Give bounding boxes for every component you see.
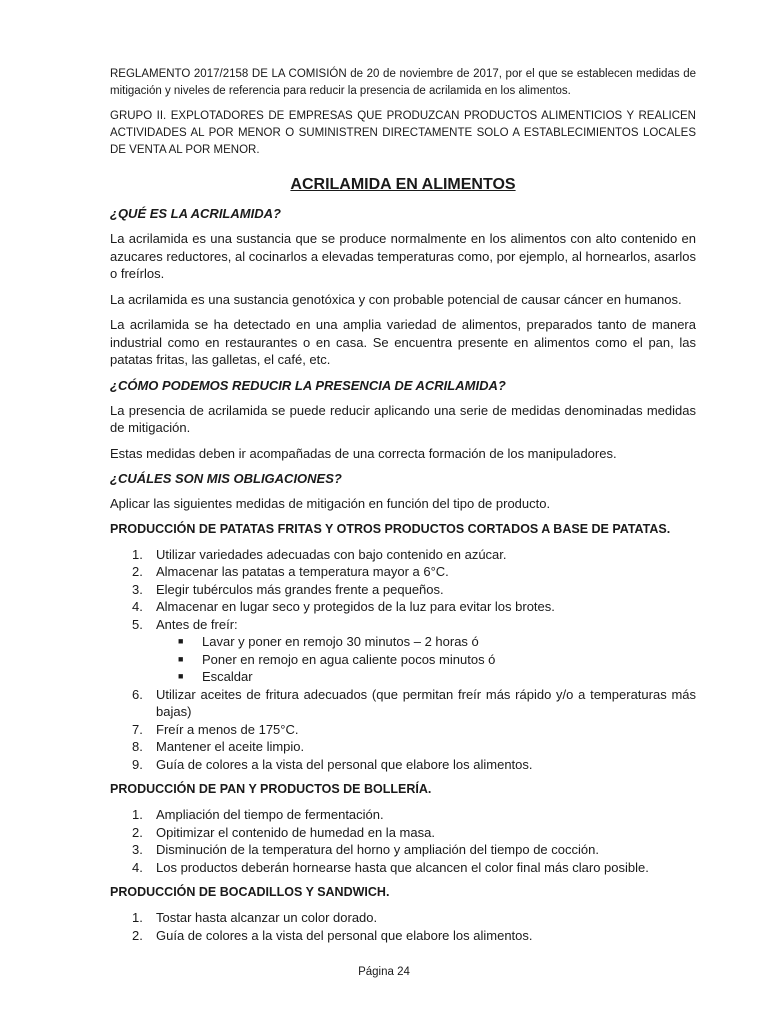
list-number: 1. — [132, 910, 143, 925]
list-number: 9. — [132, 756, 143, 772]
list-item — [110, 909, 696, 927]
list-item-text: Mantener el aceite limpio. — [156, 739, 305, 754]
list-item — [110, 598, 696, 616]
list-number: 2. — [132, 564, 143, 579]
list-item-text: Almacenar en lugar seco y protegidos de la luz para evitar los brotes. — [156, 599, 555, 614]
square-bullet-icon: ■ — [178, 653, 184, 664]
list-number: 8. — [132, 739, 143, 754]
list-item — [110, 927, 696, 945]
list-item — [110, 738, 696, 756]
list-item-text: Guía de colores a la vista del personal que elabore los alimentos. — [156, 756, 533, 772]
list-number: 2. — [132, 824, 143, 840]
list-item-text: Antes de freír: — [156, 616, 238, 632]
paragraph: La presencia de acrilamida se puede reducir aplicando una serie de medidas denominadas medidas de mitigación. — [110, 402, 696, 435]
sub-list-item-text: Lavar y poner en remojo 30 minutos – 2 horas ó — [202, 634, 479, 649]
document-title: ACRILAMIDA EN ALIMENTOS — [290, 176, 516, 193]
paragraph: La acrilamida es una sustancia que se produce normalmente en los alimentos con alto contenido en azucares reductores, al cocinarlos a elevadas temperaturas como, por ejemplo, al hornearlos, asarlos o freírlos. — [110, 231, 697, 281]
numbered-list-potatoes — [110, 546, 696, 774]
bullet-sublist — [156, 633, 696, 686]
list-item — [110, 616, 696, 686]
sub-list-item — [156, 651, 696, 669]
sub-list-item-text: Escaldar — [202, 669, 253, 684]
list-item-text: Opitimizar el contenido de humedad en la masa. — [156, 824, 435, 840]
list-item — [110, 841, 696, 859]
section-heading-sandwich: PRODUCCIÓN DE BOCADILLOS Y SANDWICH. — [110, 885, 390, 899]
list-item-text: Ampliación del tiempo de fermentación. — [156, 807, 384, 822]
list-number: 4. — [132, 859, 143, 875]
list-item — [110, 581, 696, 599]
list-item-text: Almacenar las patatas a temperatura mayor a 6°C. — [156, 564, 449, 579]
sub-list-item-text: Poner en remojo en agua caliente pocos minutos ó — [202, 651, 496, 667]
section-heading-bread: PRODUCCIÓN DE PAN Y PRODUCTOS DE BOLLERÍA. — [110, 782, 432, 796]
list-item — [110, 824, 696, 842]
list-item-text: Utilizar aceites de fritura adecuados (que permitan freír más rápido y/o a temperaturas más bajas) — [156, 686, 696, 719]
paragraph: La acrilamida es una sustancia genotóxica y con probable potencial de causar cáncer en humanos. — [110, 291, 682, 307]
list-item-text: Los productos deberán hornearse hasta que alcancen el color final más claro posible. — [156, 859, 649, 875]
sub-list-item — [156, 668, 696, 686]
section-heading-potatoes: PRODUCCIÓN DE PATATAS FRITAS Y OTROS PRODUCTOS CORTADOS A BASE DE PATATAS. — [110, 521, 671, 536]
list-number: 3. — [132, 842, 143, 857]
square-bullet-icon: ■ — [178, 636, 184, 646]
list-item — [110, 546, 696, 564]
list-item-text: Guía de colores a la vista del personal que elabore los alimentos. — [156, 927, 533, 943]
list-item-text: Utilizar variedades adecuadas con bajo contenido en azúcar. — [156, 546, 507, 562]
numbered-list-sandwich — [110, 909, 696, 944]
regulation-reference: REGLAMENTO 2017/2158 DE LA COMISIÓN de 20 de noviembre de 2017, por el que se establecen medidas de mitigación y niveles de referencia para reducir la presencia de acrilamida en los alimentos. — [110, 68, 696, 97]
question-heading-obligations: ¿CUÁLES SON MIS OBLIGACIONES? — [110, 471, 342, 486]
list-item — [110, 563, 696, 581]
question-heading-how-reduce: ¿CÓMO PODEMOS REDUCIR LA PRESENCIA DE ACRILAMIDA? — [110, 377, 506, 393]
list-item — [110, 806, 696, 824]
list-item-text: Elegir tubérculos más grandes frente a pequeños. — [156, 581, 444, 597]
document-page — [110, 66, 696, 952]
list-item — [110, 859, 696, 877]
list-item — [110, 686, 696, 721]
question-heading-what-is: ¿QUÉ ES LA ACRILAMIDA? — [110, 206, 281, 221]
list-item — [110, 756, 696, 774]
list-number: 4. — [132, 599, 143, 614]
list-number: 6. — [132, 686, 143, 702]
list-number: 7. — [132, 721, 143, 737]
group-description: GRUPO II. EXPLOTADORES DE EMPRESAS QUE PRODUZCAN PRODUCTOS ALIMENTICIOS Y REALICEN ACTIVIDADES AL POR MENOR O SUMINISTREN DIRECTAMENTE SOLO A ESTABLECIMIENTOS LOCALES DE VENTA AL POR MENOR. — [110, 110, 696, 156]
numbered-list-bread — [110, 806, 696, 876]
list-item-text: Freír a menos de 175°C. — [156, 721, 299, 737]
list-number: 5. — [132, 616, 143, 632]
list-item-text: Tostar hasta alcanzar un color dorado. — [156, 910, 378, 925]
list-number: 3. — [132, 581, 143, 597]
square-bullet-icon: ■ — [178, 671, 184, 681]
page-number: Página 24 — [358, 966, 410, 978]
sub-list-item — [156, 633, 696, 651]
paragraph: Estas medidas deben ir acompañadas de una correcta formación de los manipuladores. — [110, 445, 617, 461]
paragraph: La acrilamida se ha detectado en una amplia variedad de alimentos, preparados tanto de manera industrial como en restaurantes o en casa. Se encuentra presente en alimentos como el pan, las patatas fritas, las galletas, el café, etc. — [110, 317, 696, 367]
list-number: 1. — [132, 546, 143, 562]
list-number: 2. — [132, 927, 143, 943]
list-number: 1. — [132, 807, 143, 822]
list-item-text: Disminución de la temperatura del horno y ampliación del tiempo de cocción. — [156, 842, 599, 857]
paragraph: Aplicar las siguientes medidas de mitigación en función del tipo de producto. — [110, 496, 551, 511]
list-item — [110, 721, 696, 739]
